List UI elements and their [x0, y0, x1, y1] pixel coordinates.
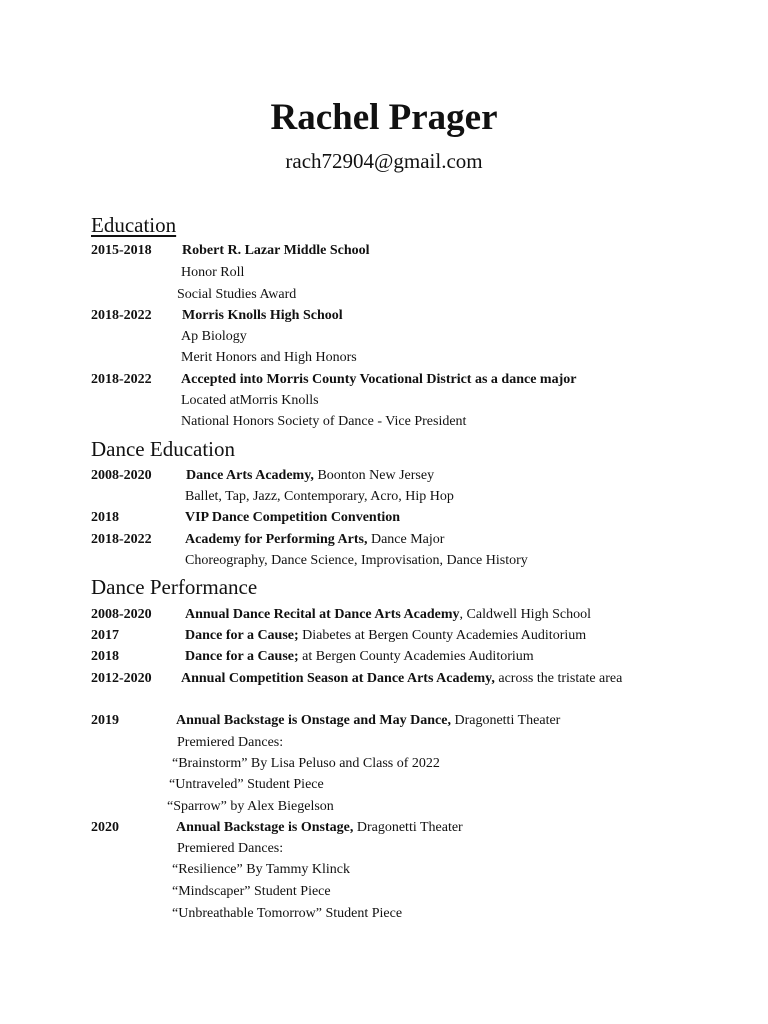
entry-title: Dance for a Cause;: [185, 628, 299, 643]
performance-entry: [0, 605, 768, 625]
detail-text: “Unbreathable Tomorrow” Student Piece: [172, 906, 403, 921]
entry-year: 2018-2022: [91, 532, 152, 547]
resume-name: Rachel Prager: [270, 97, 498, 138]
entry-detail: at Bergen County Academies Auditorium: [302, 649, 534, 664]
contact-email: rach72904@gmail.com: [285, 149, 483, 173]
detail-text: Premiered Dances:: [177, 735, 284, 750]
education-entry: [0, 370, 768, 390]
performance-entry: [0, 669, 768, 689]
entry-detail: , Caldwell High School: [459, 607, 591, 622]
education-detail: [0, 327, 768, 347]
entry-year: 2012-2020: [91, 671, 152, 686]
entry-title: Morris Knolls High School: [182, 308, 343, 323]
entry-title: VIP Dance Competition Convention: [185, 510, 401, 525]
detail-text: Ap Biology: [181, 329, 247, 344]
performance-entry: [0, 626, 768, 646]
education-entry: [0, 306, 768, 326]
entry-year: 2018: [91, 649, 119, 664]
entry-year: 2018: [91, 510, 119, 525]
entry-detail: Dragonetti Theater: [454, 713, 561, 728]
performance-detail: [0, 797, 768, 817]
entry-title: Dance for a Cause;: [185, 649, 299, 664]
entry-title: Annual Backstage is Onstage and May Dance,: [176, 713, 451, 728]
detail-text: National Honors Society of Dance - Vice President: [181, 414, 467, 429]
performance-detail: [0, 754, 768, 774]
detail-text: “Mindscaper” Student Piece: [172, 884, 331, 899]
entry-detail: across the tristate area: [498, 671, 623, 686]
education-detail: [0, 412, 768, 432]
performance-detail: [0, 839, 768, 859]
entry-detail: Dragonetti Theater: [356, 820, 463, 835]
entry-title: Annual Dance Recital at Dance Arts Academy: [185, 607, 460, 622]
entry-year: 2019: [91, 713, 119, 728]
performance-entry: [0, 711, 768, 731]
entry-title: Robert R. Lazar Middle School: [182, 243, 370, 258]
entry-title: Annual Competition Season at Dance Arts Academy,: [181, 671, 495, 686]
entry-year: 2008-2020: [91, 468, 152, 483]
entry-title: Accepted into Morris County Vocational District as a dance major: [181, 372, 577, 387]
performance-detail: [0, 904, 768, 924]
detail-text: Honor Roll: [181, 265, 245, 280]
entry-year: 2018-2022: [91, 308, 152, 323]
performance-detail: [0, 733, 768, 753]
detail-text: “Brainstorm” By Lisa Peluso and Class of 2022: [172, 756, 440, 771]
dance-education-entry: [0, 466, 768, 486]
education-detail: [0, 348, 768, 368]
entry-title: Academy for Performing Arts,: [185, 532, 368, 547]
dance-education-entry: [0, 508, 768, 528]
education-detail: [0, 263, 768, 283]
entry-detail: Dance Major: [370, 532, 445, 547]
performance-detail: [0, 882, 768, 902]
section-heading-dance-education: Dance Education: [91, 437, 236, 461]
dance-education-detail: [0, 551, 768, 571]
entry-year: 2017: [91, 628, 119, 643]
entry-year: 2008-2020: [91, 607, 152, 622]
entry-year: 2018-2022: [91, 372, 152, 387]
performance-detail: [0, 860, 768, 880]
performance-entry: [0, 818, 768, 838]
entry-detail: Boonton New Jersey: [317, 468, 435, 483]
detail-text: Premiered Dances:: [177, 841, 284, 856]
detail-text: Ballet, Tap, Jazz, Contemporary, Acro, Hip Hop: [185, 489, 454, 504]
dance-education-detail: [0, 487, 768, 507]
entry-title: Annual Backstage is Onstage,: [176, 820, 354, 835]
education-detail: [0, 285, 768, 305]
performance-entry: [0, 647, 768, 667]
detail-text: Located atMorris Knolls: [181, 393, 319, 408]
detail-text: “Sparrow” by Alex Biegelson: [167, 799, 334, 814]
section-heading-education: Education: [91, 213, 177, 237]
detail-text: “Untraveled” Student Piece: [169, 777, 324, 792]
detail-text: Social Studies Award: [177, 287, 297, 302]
entry-detail: Diabetes at Bergen County Academies Auditorium: [302, 628, 587, 643]
education-detail: [0, 391, 768, 411]
entry-title: Dance Arts Academy,: [186, 468, 314, 483]
dance-education-entry: [0, 530, 768, 550]
section-heading-dance-performance: Dance Performance: [91, 575, 258, 599]
detail-text: “Resilience” By Tammy Klinck: [172, 862, 350, 877]
detail-text: Choreography, Dance Science, Improvisation, Dance History: [185, 553, 528, 568]
entry-year: 2020: [91, 820, 119, 835]
detail-text: Merit Honors and High Honors: [181, 350, 357, 365]
performance-detail: [0, 775, 768, 795]
entry-year: 2015-2018: [91, 243, 152, 258]
education-entry: [0, 241, 768, 261]
